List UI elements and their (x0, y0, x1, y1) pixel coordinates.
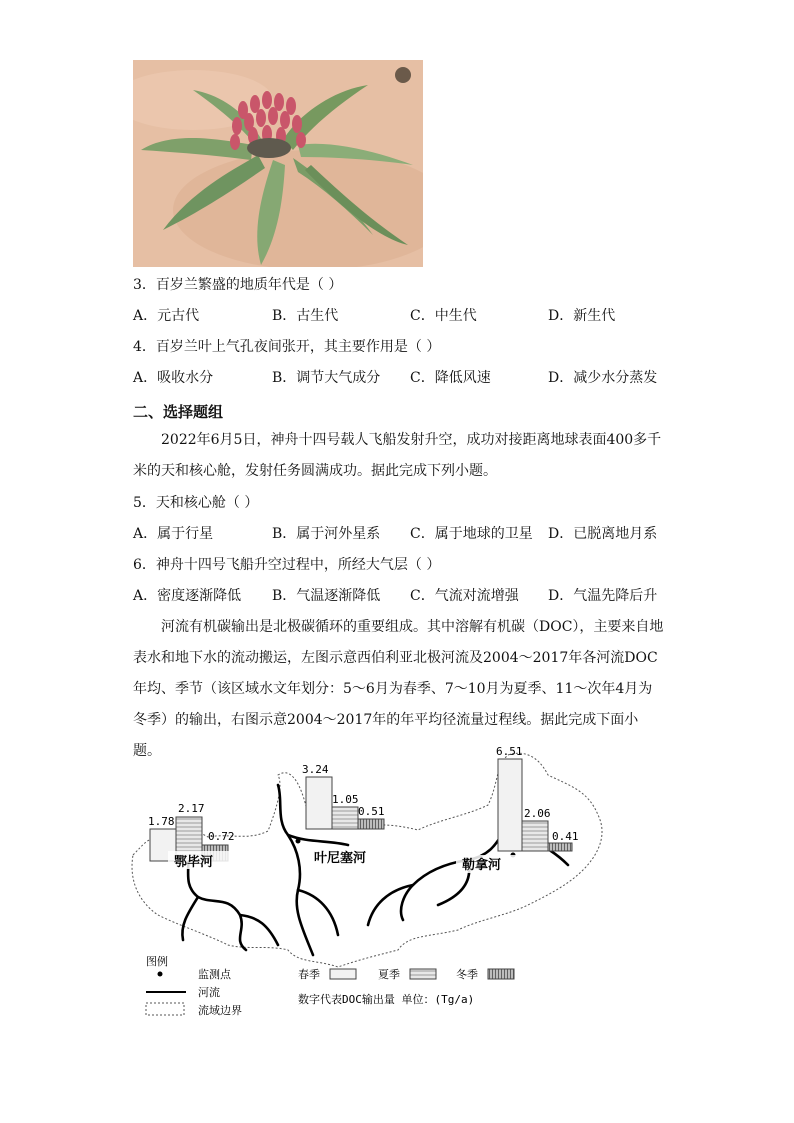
q5-option-d[interactable]: D．已脱离地月系 (548, 526, 658, 542)
q6-option-a[interactable]: A．密度逐渐降低 (133, 588, 242, 604)
siberia-doc-map (128, 745, 668, 1020)
yenisei-summer-value: 1.05 (332, 793, 359, 806)
welwitschia-photo (133, 60, 423, 267)
ob-summer-value: 2.17 (178, 802, 205, 815)
q3-option-c[interactable]: C．中生代 (410, 308, 477, 324)
q5-stem: 5．天和核心舱（ ） (133, 495, 259, 511)
welwitschia-illustration (133, 60, 423, 267)
lena-summer-value: 2.06 (524, 807, 551, 820)
legend-spring: 春季 (298, 968, 320, 981)
lena-winter-value: 0.41 (552, 830, 579, 843)
legend-title: 图例 (146, 955, 168, 968)
q5-option-c[interactable]: C．属于地球的卫星 (410, 526, 533, 542)
lena-spring-value: 6.51 (496, 745, 523, 758)
q4-option-b[interactable]: B．调节大气成分 (272, 370, 381, 386)
ob-label: 鄂毕河 (174, 855, 214, 870)
q4-option-a[interactable]: A．吸收水分 (133, 370, 214, 386)
q6-stem: 6．神舟十四号飞船升空过程中，所经大气层（ ） (133, 557, 441, 573)
legend-station: 监测点 (198, 968, 231, 981)
q3-option-a[interactable]: A．元古代 (133, 308, 200, 324)
section-title: 二、选择题组 (133, 403, 224, 421)
q5-option-b[interactable]: B．属于河外星系 (272, 526, 381, 542)
q4-option-d[interactable]: D．减少水分蒸发 (548, 370, 658, 386)
q3-stem: 3．百岁兰繁盛的地质年代是（ ） (133, 277, 343, 293)
map-legend (146, 954, 514, 1017)
yenisei-label: 叶尼塞河 (314, 851, 367, 866)
q6-option-d[interactable]: D．气温先降后升 (548, 588, 658, 604)
q3-option-b[interactable]: B．古生代 (272, 308, 339, 324)
q5-option-a[interactable]: A．属于行星 (133, 526, 214, 542)
ob-spring-value: 1.78 (148, 815, 175, 828)
q6-option-b[interactable]: B．气温逐渐降低 (272, 588, 381, 604)
legend-boundary: 流域边界 (198, 1004, 242, 1017)
ob-winter-value: 0.72 (208, 830, 235, 843)
legend-river: 河流 (198, 986, 220, 999)
q6-option-c[interactable]: C．气流对流增强 (410, 588, 519, 604)
lena-label: 勒拿河 (462, 858, 502, 873)
q4-stem: 4．百岁兰叶上气孔夜间张开，其主要作用是（ ） (133, 339, 441, 355)
legend-note: 数字代表DOC输出量 单位：(Tg/a) (298, 993, 475, 1006)
legend-summer: 夏季 (378, 968, 400, 981)
legend-winter: 冬季 (456, 968, 478, 981)
q4-option-c[interactable]: C．降低风速 (410, 370, 491, 386)
yenisei-spring-value: 3.24 (302, 763, 329, 776)
q3-option-d[interactable]: D．新生代 (548, 308, 616, 324)
map-drawing (128, 745, 668, 1020)
passage-shenzhou: 2022年6月5日，神舟十四号载人飞船发射升空，成功对接距离地球表面400多千米的天和核心舱，发射任务圆满成功。据此完成下列小题。 (133, 432, 662, 479)
passage-doc: 河流有机碳输出是北极碳循环的重要组成。其中溶解有机碳（DOC），主要来自地表水和地下水的流动搬运，左图示意西伯利亚北极河流及2004～2017年各河流DOC年均、季节（该区域水文年划分：5～6月为春季、7～10月为夏季、11～次年4月为冬季）的输出，右图示意2004～2017年的年平均径流量过程线。据此完成下面小题。 (133, 619, 664, 759)
yenisei-winter-value: 0.51 (358, 805, 385, 818)
